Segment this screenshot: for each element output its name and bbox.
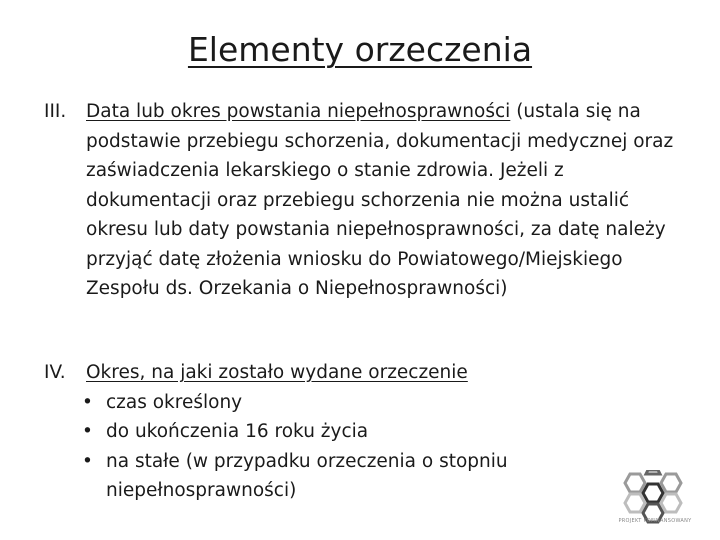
period-list-item: • do ukończenia 16 roku życia	[72, 417, 684, 447]
logo-caption: PROJEKT KOFINANSOWANY	[618, 518, 692, 524]
section-iii-heading: Data lub okres powstania niepełnosprawności	[86, 101, 511, 122]
section-iv-body	[86, 358, 684, 506]
section-iv-heading: Okres, na jaki zostało wydane orzeczenie	[86, 362, 468, 383]
section-iii-number: III.	[44, 101, 67, 122]
section-iv-number: IV.	[44, 362, 66, 383]
section-iii-text: (ustala się na podstawie przebiegu schorzenia, dokumentacji medycznej oraz zaświadczenia lekarskiego o stanie zdrowia. Jeżeli z dokumentacji oraz przebiegu schorzenia nie można ustalić okresu lub daty powstania niepełnosprawności, za datę należy przyjąć datę złożenia wniosku do Powiatowego/Miejskiego Zespołu ds. Orzekania o Niepełnosprawności)	[86, 101, 674, 299]
section-iii-body	[86, 97, 684, 304]
period-list	[86, 388, 684, 506]
period-list-item: • czas określony	[72, 388, 684, 418]
period-list-item: • na stałe (w przypadku orzeczenia o stopniu niepełnosprawności)	[72, 447, 684, 506]
slide-title: Elementy orzeczenia	[187, 30, 533, 69]
section-iv	[44, 358, 684, 506]
section-iii	[44, 97, 684, 304]
